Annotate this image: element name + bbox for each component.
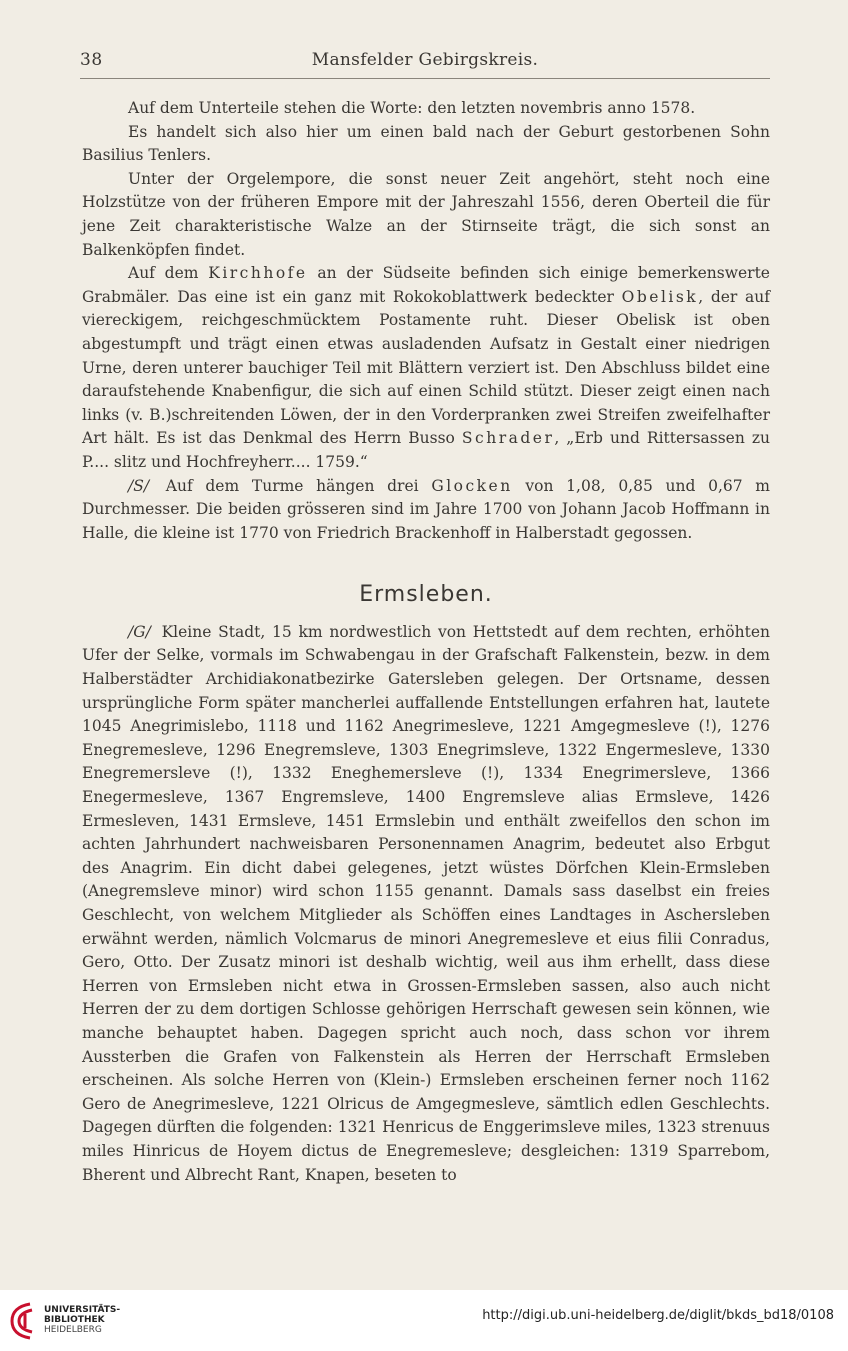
spaced-term: Schrader — [461, 429, 555, 448]
spaced-term: Kirchhofe — [208, 264, 308, 283]
page-number: 38 — [80, 50, 103, 70]
spaced-term: Glocken — [431, 476, 513, 495]
library-name-line: HEIDELBERG — [44, 1325, 102, 1335]
paragraph: Es handelt sich also hier um einen bald nach der Geburt gestorbenen Sohn Basilius Tenlers. — [82, 122, 770, 165]
library-name — [44, 1305, 120, 1335]
body-text — [82, 97, 770, 1187]
marginal-marker: /G/ — [128, 622, 151, 641]
paragraph-ermsleben — [82, 621, 770, 1187]
header-rule — [80, 78, 770, 79]
page-header — [80, 50, 770, 80]
paragraph: Unter der Orgelempore, die sonst neuer Zeit angehört, steht noch eine Holzstütze von der früheren Empore mit der Jahreszahl 1556, deren Oberteil die für jene Zeit charakteristische Walze an der Stirnseite trägt, die sich sonst an Balkenköpfen findet. — [82, 169, 770, 259]
library-name-line: BIBLIOTHEK — [44, 1315, 105, 1325]
text-span: von 1,08, 0,85 und 0,67 m Durchmesser. Die beiden grösseren sind im Jahre 1700 von Johann Jacob Hoffmann in Halle, die kleine ist 1770 von Friedrich Brackenhoff in Halberstadt gegossen. — [82, 476, 770, 542]
text-span: Auf dem Turme hängen drei — [165, 476, 419, 495]
running-title: Mansfelder Gebirgskreis. — [311, 50, 539, 70]
section-heading: Ermsleben. — [359, 582, 493, 608]
text-span: Auf dem — [128, 264, 199, 283]
paragraph-kirchhof — [82, 262, 770, 474]
text-span: an der Südseite befinden sich einige bemerkenswerte Grabmäler. Das eine ist ein ganz mit Rokokoblattwerk bedeckter — [82, 264, 770, 306]
paragraph-glocken — [82, 475, 770, 546]
paragraph: Auf dem Unterteile stehen die Worte: den letzten novembris anno 1578. — [128, 99, 696, 117]
footer-bar — [0, 1290, 848, 1351]
library-name-line: UNIVERSITÄTS- — [44, 1305, 121, 1315]
text-span: Kleine Stadt, 15 km nordwestlich von Hettstedt auf dem rechten, erhöhten Ufer der Selke, vormals im Schwabengau in der Grafschaft Falkenstein, bezw. in dem Halberstädter Archidiakonatbezirke Gatersleben gelegen. Der Ortsname, dessen ursprüngliche Form später mancherlei auffallende Entstellungen erfahren hat, lautete 1045 Anegrimislebo, 1118 und 1162 Anegrimesleve, 1221 Amgegmesleve (!), 1276 Enegremesleve, 1296 Enegremsleve, 1303 Enegrimsleve, 1322 Engermesleve, 1330 Enegremersleve (!), 1332 Eneghemersleve (!), 1334 Enegrimersleve, 1366 Enegermesleve, 1367 Engremsleve, 1400 Engremsleve alias Ermsleve, 1426 Ermesleven, 1431 Ermsleve, 1451 Ermslebin und enthält zweifellos den schon im achten Jahrhundert nachweisbaren Personennamen Anagrim, bedeutet also Erbgut des Anagrim. Ein dicht dabei gelegenes, jetzt wüstes Dörfchen Klein-Ermsleben (Anegremsleve minor) wird schon 1155 genannt. Damals sass daselbst ein freies Geschlecht, von welchem Mitglieder als Schöffen eines Landtages in Aschersleben erwähnt werden, nämlich Volcmarus de minori Anegremesleve et eius filii Conradus, Gero, Otto. Der Zusatz minori ist deshalb wichtig, weil aus ihm erhellt, dass diese Herren von Ermsleben nicht etwa in Grossen-Ermsleben sassen, also auch nicht Herren der zu dem dortigen Schlosse gehörigen Herrschaft gewesen sein können, wie manche behauptet haben. Dagegen spricht auch noch, dass schon vor ihrem Aussterben die Grafen von Falkenstein als Herren der Herrschaft Ermsleben erscheinen. Als solche Herren von (Klein-) Ermsleben erscheinen ferner noch 1162 Gero de Anegrimesleve, 1221 Olricus de Amgegmesleve, sämtlich edlen Geschlechts. Dagegen dürften die folgenden: 1321 Henricus de Enggerimsleve miles, 1323 strenuus miles Hinricus de Hoyem dictus de Enegremesleve; desgleichen: 1319 Sparrebom, Bherent und Albrecht Rant, Knapen, beseten to — [82, 622, 770, 1184]
library-logo-icon — [8, 1302, 36, 1340]
text-span: , der auf viereckigem, reichgeschmücktem Postamente ruht. Dieser Obelisk ist oben abgestumpft und trägt einen etwas ausladenden Aufsatz in Gestalt einer niedrigen Urne, deren unterer bauchiger Teil mit Blättern verziert ist. Den Abschluss bildet eine daraufstehende Knabenfigur, die sich auf einen Schild stützt. Dieser zeigt einen nach links (v. B.)schreitenden Löwen, der in den Vorderpranken zwei Streifen zweifelhafter Art hält. Es ist das Denkmal des Herrn Busso — [82, 287, 771, 448]
permalink-url[interactable]: http://digi.ub.uni-heidelberg.de/diglit/bkds_bd18/0108 — [482, 1308, 834, 1323]
text-span: , „Erb und Rittersassen zu P.... slitz und Hochfreyherr.... 1759.“ — [82, 429, 771, 471]
spaced-term: Obelisk — [621, 287, 699, 306]
marginal-marker: /S/ — [128, 476, 150, 495]
